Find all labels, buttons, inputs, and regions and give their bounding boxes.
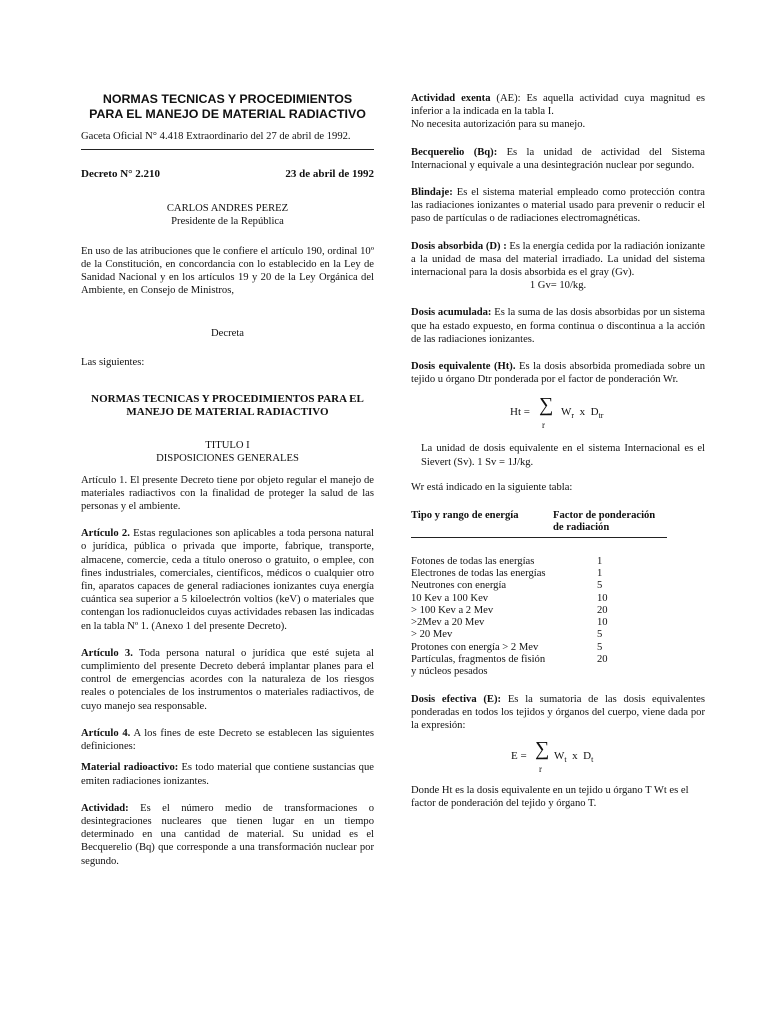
document-title-line1: NORMAS TECNICAS Y PROCEDIMIENTOS: [102, 92, 353, 106]
table-cell-factor: 5: [597, 580, 603, 592]
table-head-type: Tipo y rango de energía: [411, 510, 519, 522]
formula-e-sigma-sub: r: [539, 764, 542, 775]
titulo: TITULO I: [205, 440, 250, 452]
table-cell-type: Fotones de todas las energías: [411, 555, 535, 567]
table-row: [411, 568, 667, 580]
table-row: [411, 593, 667, 605]
sigma-icon: ∑: [539, 394, 554, 417]
table-cell-type: >2Mev a 20 Mev: [411, 617, 485, 629]
table-row: [411, 642, 667, 654]
table-head-factor-2: de radiación: [553, 522, 610, 534]
def-dabs-label: Dosis absorbida (D) :: [411, 240, 507, 252]
formula-ht-wsub: r: [571, 411, 575, 421]
def-actividad-exenta: [411, 92, 705, 118]
sievert-text: La unidad de dosis equivalente en el sistema Internacional es el Sievert (Sv). 1 Sv = 1J/kg.: [421, 443, 705, 468]
table-row: [411, 617, 667, 629]
decree-number: Decreto N° 2.210: [81, 168, 161, 181]
def-dabs-equation: 1 Gv= 10/kg.: [529, 280, 587, 292]
formula-ht-w: W: [561, 406, 572, 419]
disposiciones-generales: DISPOSICIONES GENERALES: [156, 453, 299, 465]
def-bq-label: Becquerelio (Bq):: [411, 146, 498, 158]
formula-e-wsub: t: [564, 755, 567, 765]
donde-text: Donde Ht es la dosis equivalente en un tejido u órgano T Wt es el factor de ponderación del tejido y órgano T.: [411, 785, 689, 810]
table-cell-type: Partículas, fragmentos de fisión: [411, 654, 546, 666]
def-blindaje: [411, 186, 705, 226]
gaceta-reference: Gaceta Oficial N° 4.418 Extraordinario del 27 de abril de 1992.: [81, 131, 351, 142]
table-cell-factor: 10: [597, 617, 608, 629]
articulo-2-label: Artículo 2.: [81, 528, 130, 540]
signer-name: CARLOS ANDRES PEREZ: [166, 203, 289, 215]
articulo-4-text: A los fines de este Decreto se establecen las siguientes definiciones:: [81, 727, 374, 753]
formula-e-term: [554, 750, 593, 764]
def-material-radioactivo: [81, 761, 374, 787]
table-row: [411, 580, 667, 592]
articulo-4: [81, 727, 374, 753]
table-row: [411, 556, 667, 568]
articulo-3: [81, 647, 374, 713]
siguientes: Las siguientes:: [81, 356, 145, 368]
formula-ht-sigma-sub: r: [542, 420, 545, 431]
table-row: [411, 629, 667, 641]
table-cell-type: Neutrones con energía: [411, 580, 507, 592]
formula-ht-x: x: [579, 406, 586, 419]
table-row: [411, 605, 667, 617]
table-cell-factor: 1: [597, 555, 603, 567]
def-becquerelio: [411, 146, 705, 172]
articulo-2: [81, 527, 374, 633]
sigma-icon: ∑: [535, 738, 550, 761]
formula-e-d: D: [583, 750, 592, 763]
def-actividad: [81, 802, 374, 868]
table-cell-type: > 100 Kev a 2 Mev: [411, 604, 494, 616]
formula-ht-term: [561, 406, 603, 420]
table-cell-type: Protones con energía > 2 Mev: [411, 641, 539, 653]
table-cell-factor: 20: [597, 604, 608, 616]
divider: [81, 149, 374, 150]
table-row: [411, 666, 667, 678]
articulo-1: Artículo 1. El presente Decreto tiene por objeto regular el manejo de materiales radiactivos con la finalidad de proteger la salud de las personas y el ambiente.: [81, 474, 374, 513]
def-blindaje-text: Es el sistema material empleado como protección contra las radiaciones ionizantes o material usado para prevenir o reducir el paso de partículas o de radiaciones electromagnéticas.: [411, 187, 705, 225]
def-dosis-equivalente: [411, 360, 705, 386]
formula-ht: [411, 392, 705, 436]
articulo-4-label: Artículo 4.: [81, 727, 131, 739]
table-cell-type: > 20 Mev: [411, 629, 453, 641]
def-blindaje-label: Blindaje:: [411, 187, 453, 199]
weighting-table: [411, 510, 667, 535]
def-def-text: Es la sumatoria de las dosis equivalentes ponderadas en todos los tejidos y órganos del cuerpo, viene dada por la expresión:: [411, 693, 705, 732]
left-column: [81, 92, 374, 868]
table-divider: [411, 537, 667, 538]
decree-date: 23 de abril de 1992: [285, 168, 374, 181]
articulo-3-text: Toda persona natural o jurídica que esté sujeta al cumplimiento del presente Decreto deberá implantar planes para el control de emergencias acordes con la naturaleza de los riesgos reales o potenciales de los instrumentos o materiales radiactivos, de cuyo manejo sea responsable.: [81, 647, 374, 712]
signer-title: Presidente de la República: [171, 216, 284, 228]
def-exenta-label: Actividad exenta: [411, 93, 491, 104]
table-cell-factor: [597, 666, 667, 678]
preamble: En uso de las atribuciones que le confiere el artículo 190, ordinal 10º de la Constitución, en concordancia con lo establecido en la Ley de Sanidad Nacional y en los artículos 19 y 20 de la Ley Orgánica del Ambiente, en Consejo de Ministros,: [81, 245, 374, 297]
articulo-3-label: Artículo 3.: [81, 647, 133, 659]
articulo-2-text: Estas regulaciones son aplicables a toda persona natural o jurídica, pública o privada que importe, fabrique, transporte, almacene, comercie, ceda a título oneroso o gratuito, o emplee, con fines industriales, comerciales, científicos, médicos o cualquier otro fin, aparatos capaces de general radiaciones ionizantes cuya energía cuántica sea superior a 5 kiloelectrón voltios (keV) o materiales que contengan los radionucleidos cuyas actividades rebasen las indicadas en la tabla Nº 1. (Anexo 1 del presente Decreto).: [81, 528, 374, 632]
def-exenta-text: (AE): Es aquella actividad cuya magnitud es inferior a la indicada en la tabla I.: [411, 93, 705, 118]
table-cell-type: 10 Kev a 100 Kev: [411, 592, 489, 604]
formula-e-x: x: [572, 750, 578, 763]
table-cell-type: Electrones de todas las energías: [411, 567, 546, 579]
def-actividad-label: Actividad:: [81, 802, 129, 814]
formula-e-dsub: t: [591, 755, 594, 765]
formula-ht-d: D: [590, 406, 599, 419]
def-dacu-label: Dosis acumulada:: [411, 307, 492, 319]
table-cell-factor: 1: [597, 567, 603, 579]
def-material-label: Material radioactivo:: [81, 762, 179, 774]
def-dosis-acumulada: [411, 306, 705, 346]
table-header-row: [411, 510, 667, 535]
table-cell-factor: 5: [597, 629, 603, 641]
def-dosis-efectiva: [411, 693, 705, 733]
table-head-factor-1: Factor de ponderación: [553, 510, 656, 522]
def-def-label: Dosis efectiva (E):: [411, 693, 502, 705]
def-exenta-text2: No necesita autorización para su manejo.: [411, 119, 586, 131]
formula-ht-lhs: Ht =: [510, 406, 530, 419]
def-dabs-text: Es la energía cedida por la radiación ionizante a la unidad de masa del material irradiado. La unidad del sistema internacional para la dosis absorbida es el gray (Gv).: [411, 240, 705, 279]
table-cell-factor: 20: [597, 654, 608, 666]
table-head-factor: [553, 510, 667, 535]
wr-intro: Wr está indicado en la siguiente tabla:: [411, 481, 573, 493]
formula-e-w: W: [554, 750, 565, 763]
def-deq-text: Es la dosis absorbida promediada sobre un tejido u órgano Dtr ponderada por el factor de ponderación Wr.: [411, 361, 705, 386]
weighting-table-body: [411, 556, 667, 679]
def-actividad-text: Es el número medio de transformaciones o desintegraciones nucleares que tienen lugar en un tiempo determinado en una cantidad de material. Su unidad es el Becquerelio (Bq) que corresponde a una transformación nuclear por segundo.: [81, 802, 374, 867]
formula-e: [411, 736, 705, 780]
def-deq-label: Dosis equivalente (Ht).: [411, 361, 516, 373]
def-dacu-text: Es la suma de las dosis absorbidas por un sistema que ha estado expuesto, en forma continua o discontinua a la acción de las radiaciones ionizantes.: [411, 307, 705, 345]
def-material-text: Es todo material que contiene sustancias que emiten radiaciones ionizantes.: [81, 762, 374, 787]
decreta: Decreta: [211, 328, 244, 340]
subtitle-line1: NORMAS TECNICAS Y PROCEDIMIENTOS PARA EL: [91, 392, 364, 405]
subtitle-line2: MANEJO DE MATERIAL RADIACTIVO: [126, 406, 329, 419]
def-dosis-absorbida: [411, 240, 705, 280]
table-cell-type: y núcleos pesados: [411, 666, 488, 678]
document-title-line2: PARA EL MANEJO DE MATERIAL RADIACTIVO: [89, 107, 366, 121]
formula-e-lhs: E =: [511, 750, 527, 763]
table-row: [411, 654, 667, 666]
table-cell-factor: 10: [597, 592, 608, 604]
def-bq-text: Es la unidad de actividad del Sistema Internacional y equivale a una desintegración nuclear por segundo.: [411, 146, 705, 171]
table-cell-factor: 5: [597, 641, 603, 653]
decree-line: [81, 168, 374, 180]
formula-ht-dsub: tr: [598, 411, 604, 421]
right-column: [411, 92, 705, 811]
